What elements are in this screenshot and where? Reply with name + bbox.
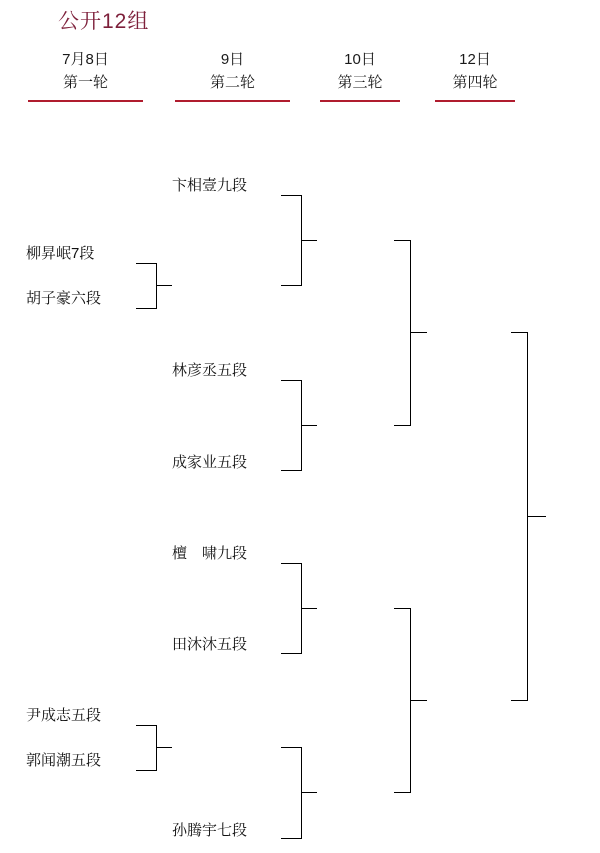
bracket-line-h-1 — [136, 308, 157, 309]
bracket-line-h-35 — [527, 516, 546, 517]
bracket-line-h-7 — [301, 240, 317, 241]
bracket-line-h-31 — [410, 700, 427, 701]
page-title: 公开12组 — [58, 10, 150, 33]
player-label: 田沐沐五段 — [172, 636, 248, 653]
round-underline-4 — [435, 100, 515, 102]
player-label: 郭闻潮五段 — [26, 752, 102, 769]
player-label: 胡子豪六段 — [26, 290, 102, 307]
bracket-line-h-3 — [156, 285, 172, 286]
bracket-line-h-15 — [410, 332, 427, 333]
bracket-line-h-33 — [511, 332, 528, 333]
round-name: 第二轮 — [209, 74, 255, 92]
player-label: 林彦丞五段 — [172, 362, 248, 379]
bracket-line-h-5 — [281, 285, 302, 286]
bracket-line-h-13 — [394, 240, 411, 241]
bracket-line-h-34 — [511, 700, 528, 701]
round-underline-2 — [175, 100, 290, 102]
bracket-line-h-20 — [136, 725, 157, 726]
player-label: 尹成志五段 — [26, 707, 102, 724]
bracket-line-h-27 — [301, 792, 317, 793]
player-label: 檀 啸九段 — [172, 545, 248, 562]
bracket-line-h-30 — [394, 792, 411, 793]
bracket-line-h-23 — [156, 747, 172, 748]
player-label: 卞相壹九段 — [172, 177, 248, 194]
bracket-line-h-16 — [281, 563, 302, 564]
bracket-line-h-0 — [136, 263, 157, 264]
player-label: 孙腾宇七段 — [172, 822, 248, 839]
bracket-line-h-24 — [281, 747, 302, 748]
round-date: 12日 — [459, 51, 491, 68]
round-name: 第三轮 — [337, 74, 383, 92]
bracket-line-h-8 — [281, 380, 302, 381]
bracket-line-h-29 — [394, 608, 411, 609]
bracket-line-h-17 — [281, 653, 302, 654]
round-date: 7月8日 — [62, 51, 109, 68]
round-underline-3 — [320, 100, 400, 102]
bracket-line-h-9 — [281, 470, 302, 471]
bracket-line-h-14 — [394, 425, 411, 426]
bracket-line-h-21 — [136, 770, 157, 771]
bracket-line-h-25 — [281, 838, 302, 839]
round-header-1 — [28, 48, 143, 95]
bracket-line-h-11 — [301, 425, 317, 426]
round-header-2 — [175, 48, 290, 95]
player-label: 柳昇岷7段 — [26, 245, 95, 262]
round-date: 10日 — [344, 51, 376, 68]
bracket-line-h-4 — [281, 195, 302, 196]
round-header-4 — [435, 48, 515, 95]
round-date: 9日 — [220, 51, 245, 68]
bracket-line-h-19 — [301, 608, 317, 609]
round-underline-1 — [28, 100, 143, 102]
player-label: 成家业五段 — [172, 454, 248, 471]
round-header-3 — [320, 48, 400, 95]
round-name: 第四轮 — [452, 74, 498, 92]
round-name: 第一轮 — [62, 74, 108, 92]
